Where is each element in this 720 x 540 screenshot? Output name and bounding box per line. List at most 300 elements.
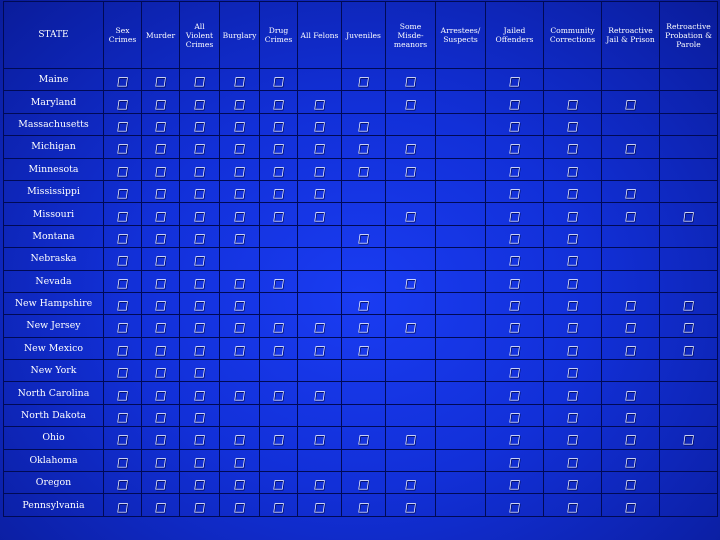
table-cell: [220, 69, 260, 91]
table-cell: [386, 225, 436, 247]
table-cell: [298, 382, 342, 404]
table-cell: [436, 449, 486, 471]
checkbox-mark-icon: [313, 501, 326, 513]
table-cell: [260, 136, 298, 158]
table-cell: [544, 404, 602, 426]
checkbox-mark-icon: [357, 142, 370, 154]
checkbox-mark-icon: [566, 456, 579, 468]
table-cell: [298, 113, 342, 135]
table-cell: [386, 248, 436, 270]
table-cell: [142, 136, 180, 158]
table-cell: [142, 337, 180, 359]
table-cell: [486, 360, 544, 382]
checkbox-mark-icon: [154, 411, 167, 423]
checkbox-mark-icon: [566, 187, 579, 199]
table-cell: [342, 337, 386, 359]
table-row: [4, 270, 718, 292]
checkbox-mark-icon: [272, 120, 285, 132]
checkbox-mark-icon: [233, 433, 246, 445]
checkbox-mark-icon: [624, 501, 637, 513]
checkbox-mark-icon: [508, 478, 521, 490]
table-cell: [298, 248, 342, 270]
table-cell: [142, 69, 180, 91]
checkbox-mark-icon: [154, 501, 167, 513]
checkbox-mark-icon: [624, 321, 637, 333]
table-cell: [260, 158, 298, 180]
table-cell: [436, 315, 486, 337]
table-cell: [104, 225, 142, 247]
table-cell: [486, 404, 544, 426]
table-cell: [342, 382, 386, 404]
table-cell: [260, 270, 298, 292]
column-header: Juveniles: [342, 2, 386, 69]
checkbox-mark-icon: [116, 456, 129, 468]
table-cell: [386, 270, 436, 292]
checkbox-mark-icon: [272, 187, 285, 199]
checkbox-mark-icon: [116, 299, 129, 311]
table-cell: [298, 337, 342, 359]
checkbox-mark-icon: [566, 165, 579, 177]
checkbox-mark-icon: [357, 75, 370, 87]
checkbox-mark-icon: [313, 98, 326, 110]
table-cell: [660, 337, 718, 359]
table-cell: [544, 270, 602, 292]
checkbox-mark-icon: [566, 210, 579, 222]
table-cell: [436, 270, 486, 292]
table-cell: [298, 225, 342, 247]
checkbox-mark-icon: [154, 344, 167, 356]
checkbox-mark-icon: [404, 165, 417, 177]
checkbox-mark-icon: [272, 433, 285, 445]
checkbox-mark-icon: [116, 142, 129, 154]
table-row: [4, 69, 718, 91]
table-cell: [180, 404, 220, 426]
table-cell: [220, 315, 260, 337]
checkbox-mark-icon: [154, 232, 167, 244]
checkbox-mark-icon: [233, 232, 246, 244]
table-cell: [544, 472, 602, 494]
checkbox-mark-icon: [272, 321, 285, 333]
table-cell: [104, 382, 142, 404]
table-cell: [386, 158, 436, 180]
checkbox-mark-icon: [116, 411, 129, 423]
table-cell: [602, 472, 660, 494]
checkbox-mark-icon: [566, 366, 579, 378]
state-law-table: [3, 1, 718, 517]
checkbox-mark-icon: [154, 120, 167, 132]
checkbox-mark-icon: [154, 366, 167, 378]
checkbox-mark-icon: [508, 210, 521, 222]
checkbox-mark-icon: [313, 165, 326, 177]
table-cell: [486, 136, 544, 158]
checkbox-mark-icon: [404, 98, 417, 110]
checkbox-mark-icon: [624, 478, 637, 490]
table-cell: [298, 449, 342, 471]
table-cell: [298, 315, 342, 337]
table-cell: [544, 315, 602, 337]
state-name: Oklahoma: [4, 449, 104, 471]
checkbox-mark-icon: [154, 75, 167, 87]
checkbox-mark-icon: [682, 344, 695, 356]
state-name: Maryland: [4, 91, 104, 113]
table-cell: [142, 382, 180, 404]
table-cell: [220, 494, 260, 517]
table-cell: [486, 449, 544, 471]
checkbox-mark-icon: [272, 277, 285, 289]
table-cell: [486, 337, 544, 359]
state-name: North Carolina: [4, 382, 104, 404]
table-cell: [142, 270, 180, 292]
checkbox-mark-icon: [233, 501, 246, 513]
table-cell: [260, 472, 298, 494]
table-cell: [486, 315, 544, 337]
checkbox-mark-icon: [313, 433, 326, 445]
checkbox-mark-icon: [233, 98, 246, 110]
checkbox-mark-icon: [154, 299, 167, 311]
table-cell: [486, 203, 544, 225]
table-cell: [486, 427, 544, 449]
table-cell: [602, 360, 660, 382]
table-cell: [544, 382, 602, 404]
table-cell: [298, 180, 342, 202]
table-cell: [342, 91, 386, 113]
checkbox-mark-icon: [357, 433, 370, 445]
checkbox-mark-icon: [272, 344, 285, 356]
state-name: Pennsylvania: [4, 494, 104, 517]
checkbox-mark-icon: [193, 389, 206, 401]
column-header: Jailed Offenders: [486, 2, 544, 69]
checkbox-mark-icon: [154, 187, 167, 199]
state-name: Minnesota: [4, 158, 104, 180]
checkbox-mark-icon: [404, 433, 417, 445]
table-body: [4, 69, 718, 517]
table-cell: [660, 136, 718, 158]
state-name: Maine: [4, 69, 104, 91]
checkbox-mark-icon: [154, 433, 167, 445]
table-cell: [602, 404, 660, 426]
checkbox-mark-icon: [116, 232, 129, 244]
state-name: Mississippi: [4, 180, 104, 202]
state-name: Ohio: [4, 427, 104, 449]
table-cell: [342, 113, 386, 135]
table-cell: [436, 494, 486, 517]
checkbox-mark-icon: [193, 187, 206, 199]
table-cell: [386, 69, 436, 91]
checkbox-mark-icon: [233, 389, 246, 401]
table-row: [4, 449, 718, 471]
table-cell: [342, 292, 386, 314]
table-cell: [602, 449, 660, 471]
table-cell: [486, 113, 544, 135]
table-cell: [142, 203, 180, 225]
checkbox-mark-icon: [154, 478, 167, 490]
checkbox-mark-icon: [508, 501, 521, 513]
checkbox-mark-icon: [313, 389, 326, 401]
checkbox-mark-icon: [154, 456, 167, 468]
checkbox-mark-icon: [193, 456, 206, 468]
column-header: All Felons: [298, 2, 342, 69]
checkbox-mark-icon: [404, 142, 417, 154]
checkbox-mark-icon: [272, 165, 285, 177]
table-cell: [602, 382, 660, 404]
table-cell: [260, 180, 298, 202]
table-cell: [544, 427, 602, 449]
table-cell: [386, 337, 436, 359]
checkbox-mark-icon: [193, 411, 206, 423]
table-cell: [544, 158, 602, 180]
table-cell: [142, 360, 180, 382]
column-header: Sex Crimes: [104, 2, 142, 69]
table-cell: [342, 270, 386, 292]
table-cell: [486, 494, 544, 517]
checkbox-mark-icon: [566, 277, 579, 289]
table-cell: [260, 449, 298, 471]
checkbox-mark-icon: [682, 210, 695, 222]
table-cell: [104, 449, 142, 471]
table-cell: [386, 113, 436, 135]
table-cell: [436, 91, 486, 113]
state-name: Michigan: [4, 136, 104, 158]
checkbox-mark-icon: [624, 411, 637, 423]
table-cell: [180, 449, 220, 471]
table-cell: [260, 337, 298, 359]
table-cell: [104, 404, 142, 426]
table-cell: [220, 472, 260, 494]
table-row: [4, 382, 718, 404]
checkbox-mark-icon: [313, 120, 326, 132]
table-cell: [142, 225, 180, 247]
table-cell: [298, 91, 342, 113]
table-cell: [298, 203, 342, 225]
state-name: Nevada: [4, 270, 104, 292]
column-header: Some Misde-meanors: [386, 2, 436, 69]
table-cell: [486, 180, 544, 202]
table-cell: [544, 292, 602, 314]
checkbox-mark-icon: [193, 299, 206, 311]
table-cell: [342, 158, 386, 180]
table-cell: [298, 136, 342, 158]
table-row: [4, 404, 718, 426]
table-cell: [104, 248, 142, 270]
table-cell: [180, 180, 220, 202]
table-row: [4, 91, 718, 113]
checkbox-mark-icon: [624, 142, 637, 154]
table-cell: [180, 136, 220, 158]
checkbox-mark-icon: [357, 501, 370, 513]
table-cell: [660, 472, 718, 494]
checkbox-mark-icon: [508, 389, 521, 401]
checkbox-mark-icon: [508, 254, 521, 266]
table-row: [4, 158, 718, 180]
column-header: Drug Crimes: [260, 2, 298, 69]
state-name: Missouri: [4, 203, 104, 225]
table-cell: [142, 248, 180, 270]
checkbox-mark-icon: [154, 277, 167, 289]
table-cell: [660, 248, 718, 270]
table-cell: [436, 69, 486, 91]
table-cell: [436, 404, 486, 426]
table-cell: [436, 248, 486, 270]
checkbox-mark-icon: [272, 478, 285, 490]
table-cell: [486, 91, 544, 113]
table-row: [4, 494, 718, 517]
table-cell: [436, 225, 486, 247]
checkbox-mark-icon: [233, 142, 246, 154]
table-cell: [180, 69, 220, 91]
table-cell: [220, 270, 260, 292]
checkbox-mark-icon: [566, 232, 579, 244]
checkbox-mark-icon: [272, 98, 285, 110]
table-cell: [142, 404, 180, 426]
table-cell: [386, 404, 436, 426]
checkbox-mark-icon: [682, 433, 695, 445]
checkbox-mark-icon: [566, 411, 579, 423]
table-cell: [260, 91, 298, 113]
table-cell: [436, 382, 486, 404]
table-cell: [298, 69, 342, 91]
column-header: Burglary: [220, 2, 260, 69]
checkbox-mark-icon: [566, 142, 579, 154]
table-cell: [660, 225, 718, 247]
table-cell: [544, 494, 602, 517]
table-cell: [602, 113, 660, 135]
table-cell: [220, 158, 260, 180]
checkbox-mark-icon: [508, 120, 521, 132]
table-cell: [260, 427, 298, 449]
table-cell: [544, 136, 602, 158]
table-cell: [436, 337, 486, 359]
table-cell: [436, 203, 486, 225]
table-cell: [544, 225, 602, 247]
checkbox-mark-icon: [357, 165, 370, 177]
checkbox-mark-icon: [313, 187, 326, 199]
checkbox-mark-icon: [116, 344, 129, 356]
table-row: [4, 315, 718, 337]
checkbox-mark-icon: [566, 501, 579, 513]
table-cell: [220, 292, 260, 314]
table-cell: [602, 158, 660, 180]
table-cell: [142, 180, 180, 202]
table-cell: [602, 203, 660, 225]
table-cell: [386, 472, 436, 494]
column-header: Arrestees/ Suspects: [436, 2, 486, 69]
checkbox-mark-icon: [357, 299, 370, 311]
table-cell: [298, 270, 342, 292]
table-cell: [104, 69, 142, 91]
table-cell: [486, 225, 544, 247]
checkbox-mark-icon: [193, 478, 206, 490]
table-cell: [104, 113, 142, 135]
table-cell: [104, 270, 142, 292]
table-cell: [180, 360, 220, 382]
table-cell: [660, 382, 718, 404]
table-row: [4, 136, 718, 158]
checkbox-mark-icon: [233, 321, 246, 333]
table-row: [4, 225, 718, 247]
table-cell: [660, 203, 718, 225]
checkbox-mark-icon: [193, 142, 206, 154]
table-cell: [544, 248, 602, 270]
table-cell: [220, 449, 260, 471]
column-header: Retroactive Jail & Prison: [602, 2, 660, 69]
checkbox-mark-icon: [193, 254, 206, 266]
checkbox-mark-icon: [116, 120, 129, 132]
checkbox-mark-icon: [313, 321, 326, 333]
checkbox-mark-icon: [116, 165, 129, 177]
checkbox-mark-icon: [116, 501, 129, 513]
checkbox-mark-icon: [154, 98, 167, 110]
checkbox-mark-icon: [193, 277, 206, 289]
checkbox-mark-icon: [508, 277, 521, 289]
table-cell: [386, 427, 436, 449]
table-cell: [180, 203, 220, 225]
table-cell: [104, 180, 142, 202]
table-cell: [660, 360, 718, 382]
table-cell: [220, 136, 260, 158]
checkbox-mark-icon: [233, 210, 246, 222]
table-row: [4, 203, 718, 225]
table-cell: [104, 472, 142, 494]
checkbox-mark-icon: [566, 433, 579, 445]
checkbox-mark-icon: [508, 299, 521, 311]
table-cell: [180, 248, 220, 270]
table-cell: [180, 270, 220, 292]
table-cell: [386, 315, 436, 337]
state-name: Massachusetts: [4, 113, 104, 135]
table-cell: [342, 494, 386, 517]
table-cell: [342, 225, 386, 247]
table-cell: [486, 248, 544, 270]
table-cell: [298, 404, 342, 426]
checkbox-mark-icon: [404, 210, 417, 222]
table-cell: [342, 472, 386, 494]
table-cell: [298, 427, 342, 449]
checkbox-mark-icon: [233, 277, 246, 289]
table-cell: [660, 69, 718, 91]
checkbox-mark-icon: [193, 120, 206, 132]
table-cell: [436, 472, 486, 494]
checkbox-mark-icon: [233, 299, 246, 311]
checkbox-mark-icon: [116, 98, 129, 110]
checkbox-mark-icon: [116, 321, 129, 333]
checkbox-mark-icon: [233, 120, 246, 132]
checkbox-mark-icon: [154, 210, 167, 222]
checkbox-mark-icon: [566, 344, 579, 356]
table-cell: [660, 315, 718, 337]
table-cell: [436, 360, 486, 382]
checkbox-mark-icon: [404, 501, 417, 513]
table-cell: [436, 158, 486, 180]
checkbox-mark-icon: [566, 98, 579, 110]
table-cell: [436, 113, 486, 135]
checkbox-mark-icon: [357, 232, 370, 244]
table-cell: [486, 270, 544, 292]
table-cell: [220, 248, 260, 270]
table-cell: [342, 69, 386, 91]
table-cell: [104, 337, 142, 359]
table-cell: [342, 427, 386, 449]
table-cell: [104, 203, 142, 225]
checkbox-mark-icon: [193, 321, 206, 333]
state-name: New Hampshire: [4, 292, 104, 314]
checkbox-mark-icon: [624, 433, 637, 445]
table-cell: [660, 292, 718, 314]
table-cell: [544, 203, 602, 225]
table-cell: [104, 292, 142, 314]
checkbox-mark-icon: [624, 98, 637, 110]
checkbox-mark-icon: [193, 232, 206, 244]
table-cell: [660, 494, 718, 517]
